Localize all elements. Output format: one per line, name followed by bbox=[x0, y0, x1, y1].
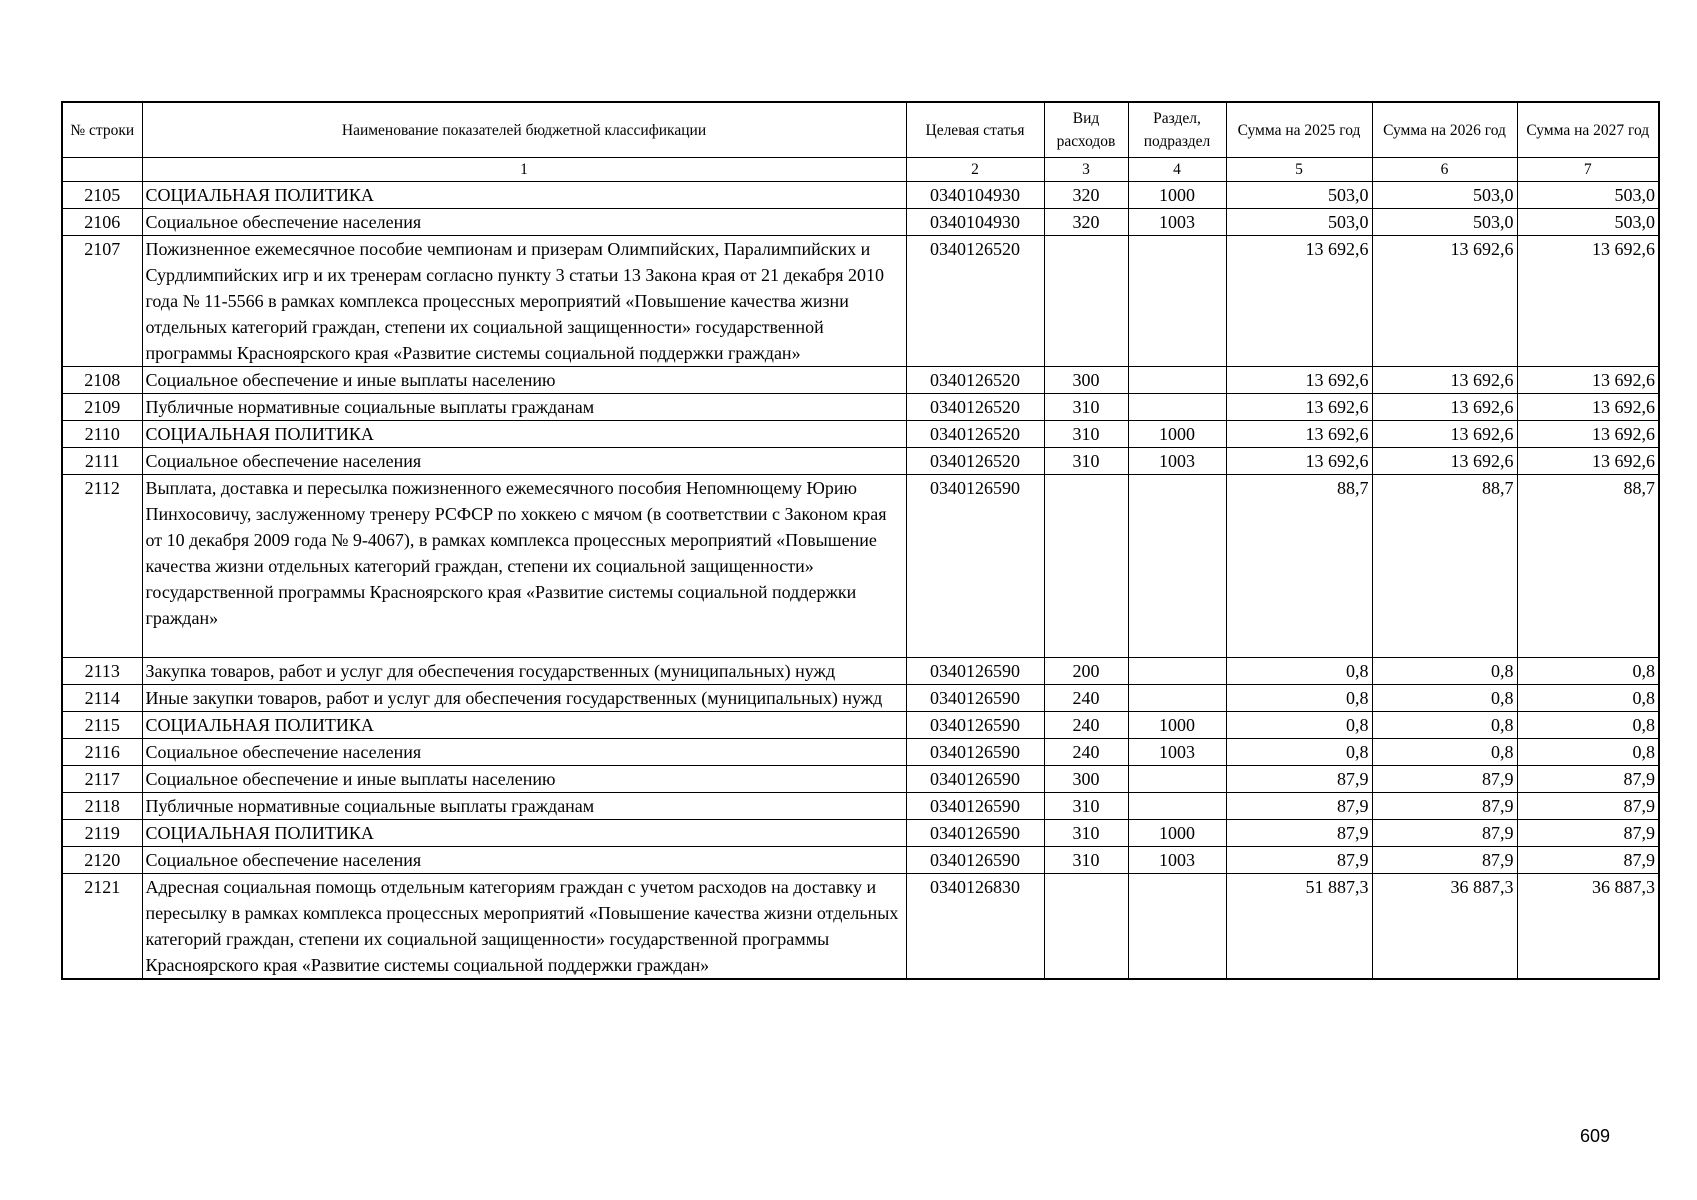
cell-sum-2025: 0,8 bbox=[1226, 712, 1372, 739]
cell-name: Социальное обеспечение населения bbox=[142, 448, 906, 475]
cell-sum-2027: 0,8 bbox=[1517, 712, 1659, 739]
cell-sum-2026: 13 692,6 bbox=[1372, 367, 1517, 394]
cell-sum-2025: 13 692,6 bbox=[1226, 236, 1372, 367]
table-row bbox=[62, 209, 1659, 236]
header-sum-2025: Сумма на 2025 год bbox=[1226, 102, 1372, 158]
budget-table bbox=[61, 101, 1660, 980]
cell-expense-kind: 310 bbox=[1044, 847, 1128, 874]
cell-expense-kind: 240 bbox=[1044, 739, 1128, 766]
cell-expense-kind: 320 bbox=[1044, 182, 1128, 209]
cell-sum-2027: 87,9 bbox=[1517, 766, 1659, 793]
cell-section bbox=[1128, 793, 1226, 820]
cell-section bbox=[1128, 685, 1226, 712]
cell-target-article: 0340126590 bbox=[906, 475, 1044, 658]
cell-sum-2027: 88,7 bbox=[1517, 475, 1659, 658]
cell-sum-2027: 13 692,6 bbox=[1517, 367, 1659, 394]
table-row bbox=[62, 394, 1659, 421]
cell-expense-kind: 310 bbox=[1044, 820, 1128, 847]
cell-sum-2026: 13 692,6 bbox=[1372, 394, 1517, 421]
cell-sum-2025: 13 692,6 bbox=[1226, 394, 1372, 421]
cell-name: Иные закупки товаров, работ и услуг для обеспечения государственных (муниципальных) нужд bbox=[142, 685, 906, 712]
table-row bbox=[62, 182, 1659, 209]
cell-sum-2026: 87,9 bbox=[1372, 847, 1517, 874]
cell-name: Социальное обеспечение и иные выплаты населению bbox=[142, 766, 906, 793]
cell-section bbox=[1128, 394, 1226, 421]
cell-name: СОЦИАЛЬНАЯ ПОЛИТИКА bbox=[142, 182, 906, 209]
cell-target-article: 0340126590 bbox=[906, 712, 1044, 739]
cell-name: СОЦИАЛЬНАЯ ПОЛИТИКА bbox=[142, 421, 906, 448]
cell-target-article: 0340126590 bbox=[906, 658, 1044, 685]
cell-sum-2027: 0,8 bbox=[1517, 739, 1659, 766]
table-row bbox=[62, 367, 1659, 394]
cell-target-article: 0340126590 bbox=[906, 739, 1044, 766]
table-header bbox=[62, 102, 1659, 182]
table-row bbox=[62, 685, 1659, 712]
cell-target-article: 0340104930 bbox=[906, 182, 1044, 209]
cell-row-number: 2111 bbox=[62, 448, 142, 475]
cell-name: Выплата, доставка и пересылка пожизненного ежемесячного пособия Непомнющему Юрию Пинхосовичу, заслуженному тренеру РСФСР по хоккею с мячом (в соответствии с Законом края от 10 декабря 2009 года № 9-4067), в рамках комплекса процессных мероприятий «Повышение качества жизни отдельных категорий граждан, степени их социальной защищенности» государственной программы Красноярского края «Развитие системы социальной поддержки граждан» bbox=[142, 475, 906, 658]
column-number: 4 bbox=[1128, 158, 1226, 182]
cell-row-number: 2121 bbox=[62, 874, 142, 980]
cell-sum-2026: 503,0 bbox=[1372, 182, 1517, 209]
column-number: 5 bbox=[1226, 158, 1372, 182]
cell-expense-kind bbox=[1044, 236, 1128, 367]
column-number: 7 bbox=[1517, 158, 1659, 182]
cell-sum-2027: 0,8 bbox=[1517, 658, 1659, 685]
cell-sum-2025: 87,9 bbox=[1226, 793, 1372, 820]
cell-expense-kind: 320 bbox=[1044, 209, 1128, 236]
cell-expense-kind: 300 bbox=[1044, 766, 1128, 793]
table-body bbox=[62, 182, 1659, 980]
cell-target-article: 0340126520 bbox=[906, 394, 1044, 421]
cell-target-article: 0340126520 bbox=[906, 367, 1044, 394]
header-section: Раздел, подраздел bbox=[1128, 102, 1226, 158]
cell-target-article: 0340126590 bbox=[906, 793, 1044, 820]
header-row-no: № строки bbox=[62, 102, 142, 158]
cell-sum-2027: 503,0 bbox=[1517, 209, 1659, 236]
cell-target-article: 0340126520 bbox=[906, 236, 1044, 367]
cell-sum-2025: 88,7 bbox=[1226, 475, 1372, 658]
cell-sum-2025: 503,0 bbox=[1226, 182, 1372, 209]
cell-section: 1003 bbox=[1128, 448, 1226, 475]
cell-name: Закупка товаров, работ и услуг для обеспечения государственных (муниципальных) нужд bbox=[142, 658, 906, 685]
cell-expense-kind: 200 bbox=[1044, 658, 1128, 685]
cell-row-number: 2106 bbox=[62, 209, 142, 236]
cell-name: Публичные нормативные социальные выплаты гражданам bbox=[142, 394, 906, 421]
cell-row-number: 2108 bbox=[62, 367, 142, 394]
cell-sum-2025: 13 692,6 bbox=[1226, 367, 1372, 394]
cell-row-number: 2120 bbox=[62, 847, 142, 874]
cell-name: Пожизненное ежемесячное пособие чемпионам и призерам Олимпийских, Паралимпийских и Сурдлимпийских игр и их тренерам согласно пункту 3 статьи 13 Закона края от 21 декабря 2010 года № 11-5566 в рамках комплекса процессных мероприятий «Повышение качества жизни отдельных категорий граждан, степени их социальной защищенности» государственной программы Красноярского края «Развитие системы социальной поддержки граждан» bbox=[142, 236, 906, 367]
cell-row-number: 2117 bbox=[62, 766, 142, 793]
cell-section bbox=[1128, 766, 1226, 793]
page-number: 609 bbox=[1579, 1126, 1610, 1146]
cell-target-article: 0340126590 bbox=[906, 847, 1044, 874]
cell-name: Социальное обеспечение населения bbox=[142, 739, 906, 766]
cell-expense-kind: 310 bbox=[1044, 394, 1128, 421]
cell-sum-2025: 13 692,6 bbox=[1226, 448, 1372, 475]
cell-target-article: 0340126590 bbox=[906, 766, 1044, 793]
cell-row-number: 2107 bbox=[62, 236, 142, 367]
cell-expense-kind bbox=[1044, 874, 1128, 980]
cell-sum-2027: 0,8 bbox=[1517, 685, 1659, 712]
cell-name: Публичные нормативные социальные выплаты гражданам bbox=[142, 793, 906, 820]
header-target: Целевая статья bbox=[906, 102, 1044, 158]
cell-sum-2025: 0,8 bbox=[1226, 739, 1372, 766]
cell-section: 1000 bbox=[1128, 421, 1226, 448]
cell-name: СОЦИАЛЬНАЯ ПОЛИТИКА bbox=[142, 820, 906, 847]
cell-sum-2027: 87,9 bbox=[1517, 847, 1659, 874]
cell-sum-2025: 503,0 bbox=[1226, 209, 1372, 236]
cell-sum-2026: 0,8 bbox=[1372, 739, 1517, 766]
cell-sum-2027: 36 887,3 bbox=[1517, 874, 1659, 980]
table-row bbox=[62, 874, 1659, 980]
cell-sum-2027: 87,9 bbox=[1517, 820, 1659, 847]
table-row bbox=[62, 475, 1659, 658]
table-row bbox=[62, 421, 1659, 448]
cell-target-article: 0340126520 bbox=[906, 448, 1044, 475]
cell-name: Социальное обеспечение и иные выплаты населению bbox=[142, 367, 906, 394]
cell-expense-kind: 310 bbox=[1044, 421, 1128, 448]
cell-row-number: 2118 bbox=[62, 793, 142, 820]
cell-section: 1003 bbox=[1128, 847, 1226, 874]
cell-sum-2025: 51 887,3 bbox=[1226, 874, 1372, 980]
column-number-row bbox=[62, 158, 1659, 182]
cell-row-number: 2119 bbox=[62, 820, 142, 847]
cell-target-article: 0340104930 bbox=[906, 209, 1044, 236]
cell-expense-kind: 240 bbox=[1044, 712, 1128, 739]
cell-row-number: 2112 bbox=[62, 475, 142, 658]
cell-section: 1000 bbox=[1128, 820, 1226, 847]
cell-target-article: 0340126590 bbox=[906, 685, 1044, 712]
cell-expense-kind bbox=[1044, 475, 1128, 658]
header-sum-2027: Сумма на 2027 год bbox=[1517, 102, 1659, 158]
cell-sum-2025: 87,9 bbox=[1226, 820, 1372, 847]
cell-section bbox=[1128, 367, 1226, 394]
cell-name: Социальное обеспечение населения bbox=[142, 209, 906, 236]
cell-sum-2026: 13 692,6 bbox=[1372, 421, 1517, 448]
cell-sum-2025: 87,9 bbox=[1226, 847, 1372, 874]
cell-sum-2027: 13 692,6 bbox=[1517, 394, 1659, 421]
cell-section: 1003 bbox=[1128, 209, 1226, 236]
table-row bbox=[62, 793, 1659, 820]
cell-section bbox=[1128, 475, 1226, 658]
cell-sum-2026: 36 887,3 bbox=[1372, 874, 1517, 980]
cell-section bbox=[1128, 658, 1226, 685]
cell-target-article: 0340126590 bbox=[906, 820, 1044, 847]
header-row bbox=[62, 102, 1659, 158]
cell-expense-kind: 310 bbox=[1044, 448, 1128, 475]
header-kind: Вид расходов bbox=[1044, 102, 1128, 158]
cell-sum-2027: 87,9 bbox=[1517, 793, 1659, 820]
table-row bbox=[62, 658, 1659, 685]
column-number bbox=[62, 158, 142, 182]
cell-section: 1003 bbox=[1128, 739, 1226, 766]
cell-section bbox=[1128, 874, 1226, 980]
cell-sum-2027: 13 692,6 bbox=[1517, 236, 1659, 367]
cell-sum-2026: 87,9 bbox=[1372, 766, 1517, 793]
table-row bbox=[62, 847, 1659, 874]
cell-sum-2026: 0,8 bbox=[1372, 685, 1517, 712]
cell-sum-2026: 87,9 bbox=[1372, 820, 1517, 847]
cell-row-number: 2115 bbox=[62, 712, 142, 739]
table-row bbox=[62, 766, 1659, 793]
cell-sum-2026: 13 692,6 bbox=[1372, 448, 1517, 475]
table-row bbox=[62, 448, 1659, 475]
column-number: 2 bbox=[906, 158, 1044, 182]
cell-sum-2026: 503,0 bbox=[1372, 209, 1517, 236]
header-sum-2026: Сумма на 2026 год bbox=[1372, 102, 1517, 158]
cell-sum-2025: 87,9 bbox=[1226, 766, 1372, 793]
table-row bbox=[62, 712, 1659, 739]
cell-sum-2027: 13 692,6 bbox=[1517, 421, 1659, 448]
cell-expense-kind: 310 bbox=[1044, 793, 1128, 820]
cell-sum-2026: 13 692,6 bbox=[1372, 236, 1517, 367]
cell-row-number: 2110 bbox=[62, 421, 142, 448]
header-name: Наименование показателей бюджетной классификации bbox=[142, 102, 906, 158]
table-row bbox=[62, 820, 1659, 847]
cell-sum-2026: 87,9 bbox=[1372, 793, 1517, 820]
cell-sum-2026: 0,8 bbox=[1372, 712, 1517, 739]
cell-sum-2025: 13 692,6 bbox=[1226, 421, 1372, 448]
cell-sum-2026: 88,7 bbox=[1372, 475, 1517, 658]
cell-row-number: 2105 bbox=[62, 182, 142, 209]
cell-name: СОЦИАЛЬНАЯ ПОЛИТИКА bbox=[142, 712, 906, 739]
cell-name: Адресная социальная помощь отдельным категориям граждан с учетом расходов на доставку и пересылку в рамках комплекса процессных мероприятий «Повышение качества жизни отдельных категорий граждан, степени их социальной защищенности» государственной программы Красноярского края «Развитие системы социальной поддержки граждан» bbox=[142, 874, 906, 980]
table-row bbox=[62, 739, 1659, 766]
cell-target-article: 0340126520 bbox=[906, 421, 1044, 448]
table-row bbox=[62, 236, 1659, 367]
cell-target-article: 0340126830 bbox=[906, 874, 1044, 980]
column-number: 3 bbox=[1044, 158, 1128, 182]
cell-section bbox=[1128, 236, 1226, 367]
cell-row-number: 2116 bbox=[62, 739, 142, 766]
cell-expense-kind: 300 bbox=[1044, 367, 1128, 394]
cell-row-number: 2114 bbox=[62, 685, 142, 712]
cell-sum-2026: 0,8 bbox=[1372, 658, 1517, 685]
column-number: 6 bbox=[1372, 158, 1517, 182]
cell-sum-2027: 13 692,6 bbox=[1517, 448, 1659, 475]
cell-name: Социальное обеспечение населения bbox=[142, 847, 906, 874]
column-number: 1 bbox=[142, 158, 906, 182]
cell-row-number: 2113 bbox=[62, 658, 142, 685]
cell-sum-2025: 0,8 bbox=[1226, 658, 1372, 685]
cell-row-number: 2109 bbox=[62, 394, 142, 421]
cell-section: 1000 bbox=[1128, 182, 1226, 209]
cell-section: 1000 bbox=[1128, 712, 1226, 739]
cell-expense-kind: 240 bbox=[1044, 685, 1128, 712]
cell-sum-2027: 503,0 bbox=[1517, 182, 1659, 209]
cell-sum-2025: 0,8 bbox=[1226, 685, 1372, 712]
